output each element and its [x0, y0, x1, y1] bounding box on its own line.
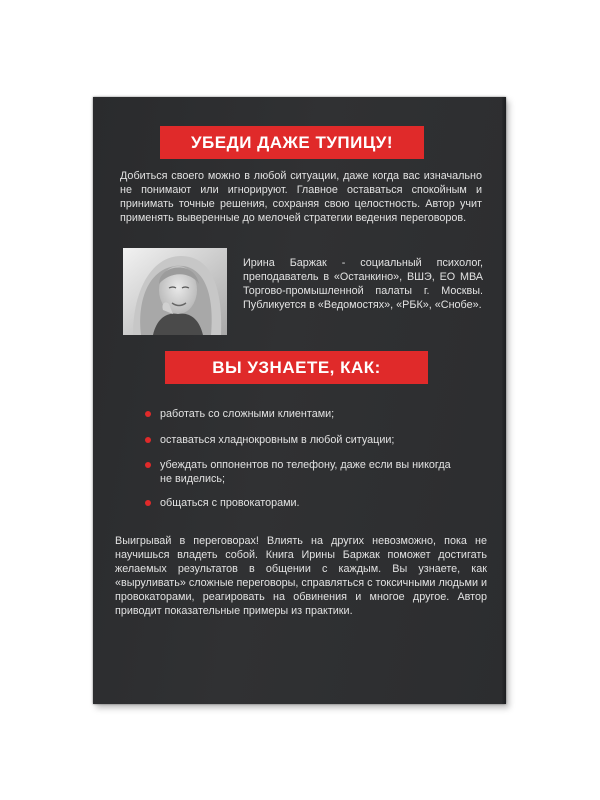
author-portrait-illustration	[123, 248, 227, 335]
author-photo	[123, 248, 227, 335]
list-item: общаться с провокаторами.	[145, 496, 465, 510]
learn-banner-text: ВЫ УЗНАЕТЕ, КАК:	[212, 358, 381, 377]
book-back-cover	[93, 97, 506, 704]
skills-list	[145, 407, 465, 510]
cover-edge	[502, 97, 506, 704]
author-bio: Ирина Баржак - социальный психолог, преподаватель в «Останкино», ВШЭ, ЕО МВА Торгово-промышленной палаты г. Москвы. Публикуется в «Ведомостях», «РБК», «Снобе».	[243, 257, 483, 311]
headline-text: УБЕДИ ДАЖЕ ТУПИЦУ!	[190, 133, 394, 152]
intro-paragraph: Добиться своего можно в любой ситуации, даже когда вас изначально не понимают или игнорируют. Главное оставаться спокойным и принимать точные решения, сохраняя свою целостность. Автор учит применять выверенные до мелочей стратегии ведения переговоров.	[120, 170, 482, 224]
learn-banner	[165, 351, 428, 384]
outro-paragraph: Выигрывай в переговорах! Влиять на других невозможно, пока не научишься владеть собой. Книга Ирины Баржак поможет достигать желаемых результатов в общении с каждым. Вы узнаете, как «выруливать» сложные переговоры, справляться с токсичными людьми и провокаторами, реагировать на обвинения и многое другое. Автор приводит показательные примеры из практики.	[115, 535, 488, 617]
list-item: убеждать оппонентов по телефону, даже если вы никогда не виделись;	[145, 458, 465, 486]
headline-banner	[160, 126, 424, 159]
list-item: оставаться хладнокровным в любой ситуации;	[145, 433, 465, 447]
list-item: работать со сложными клиентами;	[145, 407, 465, 421]
